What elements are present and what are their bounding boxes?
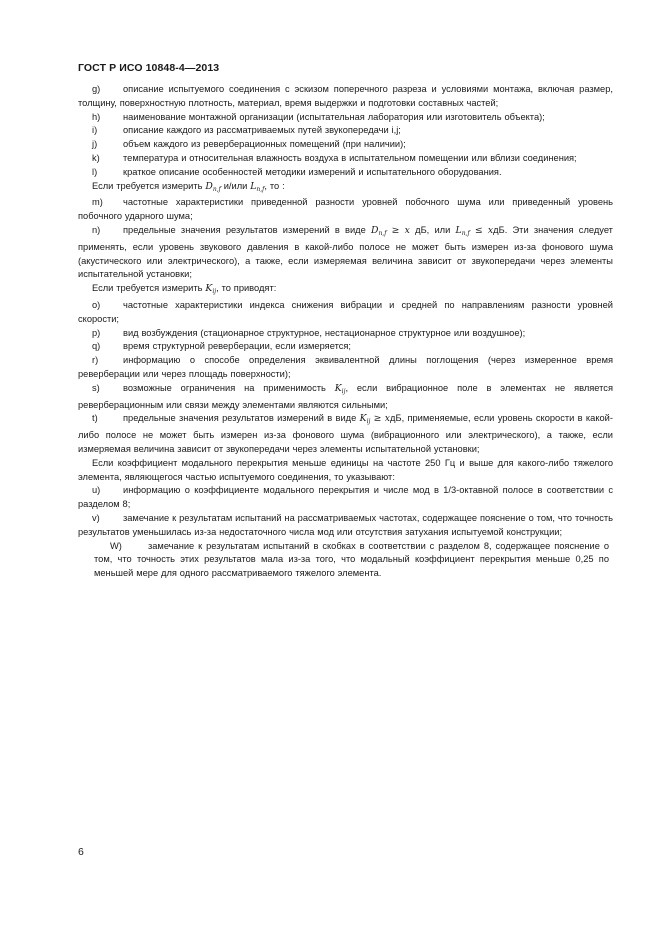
item-text: частотные характеристики приведенной разности уровней побочного шума или приведенный уровень побочного ударного шума;	[78, 197, 613, 222]
symbol-K-ij: $K_{ij}$	[205, 283, 217, 296]
item-label: t)	[92, 413, 98, 424]
list-item-m	[78, 196, 613, 224]
item-text: информацию о способе определения эквивалентной длины поглощения (через измеренное время реверберации или через площадь поверхности);	[78, 355, 613, 379]
symbol-L-nf: $L_{n,f}$	[250, 180, 265, 193]
item-text: частотные характеристики индекса снижения вибрации и средней по направлениям разности уровней скорости;	[78, 299, 613, 324]
intro-text: Если требуется измерить	[92, 180, 203, 191]
intro-text: Если требуется измерить	[92, 283, 203, 294]
item-text: описание испытуемого соединения с эскизом поперечного разреза и условиями монтажа, включая размер, толщину, поверхностную плотность, материал, время выдержки и подготовки составных частей;	[78, 84, 613, 108]
symbol-D-nf: $D_{n,f}$	[205, 180, 221, 193]
list-item-v	[78, 512, 613, 540]
variable-x: x	[487, 224, 494, 236]
item-text: дБ. Эти значения следует применять, если уровень звукового давления в какой-либо полосе не может быть измерен из-за фонового шума (акустического или электрического), а также, если измеряемая величина зависит от звукопередачи через элементы испытательной установки;	[78, 224, 613, 280]
item-text: время структурной реверберации, если измеряется;	[123, 341, 351, 352]
symbol-K-ij: $K_{ij}$	[359, 413, 371, 426]
list-item-o	[78, 299, 613, 327]
item-label: W)	[110, 540, 122, 551]
item-label: l)	[92, 166, 98, 177]
item-text: , если вибрационное поле в элементах не является реверберационным или связи между элементами являются сильными;	[78, 382, 613, 410]
page-header: ГОСТ Р ИСО 10848-4—2013	[78, 62, 220, 74]
item-label: r)	[92, 355, 99, 366]
item-label: h)	[92, 111, 101, 122]
item-text: замечание к результатам испытаний на рассматриваемых частотах, содержащее пояснение о том, что точность результатов уменьшилась из-за недостаточного числа мод или отсутствия затухания испытуемой конструкции;	[78, 512, 613, 537]
item-text: наименование монтажной организации (испытательная лаборатория или изготовитель объекта);	[123, 111, 545, 122]
list-item-t	[78, 412, 613, 456]
item-text: вид возбуждения (стационарное структурное, нестационарное структурное или воздушное);	[123, 327, 526, 338]
list-item-w	[94, 540, 609, 581]
intro-text: , то :	[264, 180, 285, 191]
list-item-i	[78, 124, 613, 138]
item-text: предельные значения результатов измерений в виде	[123, 413, 357, 424]
list-item-h	[78, 111, 613, 125]
item-text: описание каждого из рассматриваемых путей звукопередачи i,j;	[123, 125, 401, 136]
item-label: j)	[92, 139, 98, 150]
intro-text: и/или	[223, 180, 248, 191]
list-item-j	[78, 138, 613, 152]
item-label: i)	[92, 125, 98, 136]
geq-symbol: ≥	[391, 224, 400, 236]
item-label: u)	[92, 485, 101, 496]
item-label: s)	[92, 382, 100, 393]
variable-x: x	[384, 413, 391, 425]
geq-symbol: ≥	[373, 413, 382, 425]
intro-paragraph-mn	[78, 180, 613, 197]
item-label: g)	[92, 84, 101, 94]
leq-symbol: ≤	[474, 224, 483, 236]
document-body	[78, 83, 613, 581]
list-item-r	[78, 354, 613, 382]
item-text: температура и относительная влажность воздуха в испытательном помещении или вблизи соединения;	[123, 152, 577, 163]
list-item-n	[78, 224, 613, 282]
list-item-p	[78, 327, 613, 341]
list-item-u	[78, 484, 613, 512]
item-text: дБ, применяемые, если уровень скорости в какой-либо полосе не может быть измерен из-за фонового шума (вибрационного или электрического), а также, если измеряемая величина зависит от звукопередачи через элементы испытательной установки;	[78, 413, 613, 454]
variable-x: x	[404, 224, 410, 236]
intro-paragraph-o	[78, 282, 613, 299]
item-label: p)	[92, 327, 101, 338]
list-item-q	[78, 340, 613, 354]
item-label: o)	[92, 299, 101, 310]
item-label: v)	[92, 512, 100, 523]
list-item-l	[78, 166, 613, 180]
list-item-w-text	[94, 540, 609, 581]
page-number: 6	[78, 846, 84, 858]
item-text: информацию о коэффициенте модального перекрытия и числе мод в 1/3-октавной полосе в соответствии с разделом 8;	[78, 485, 613, 510]
item-label: q)	[92, 341, 101, 352]
item-label: n)	[92, 224, 101, 235]
list-item-k	[78, 152, 613, 166]
item-text: объем каждого из реверберационных помещений (при наличии);	[123, 139, 406, 150]
intro-text: , то приводят:	[216, 283, 277, 294]
item-text: замечание к результатам испытаний в скобках в соответствии с разделом 8, содержащее пояснение о том, что точность этих результатов мала из-за того, что модальный коэффициент перекрытия меньше 0,25 по меньшей мере для одного рассматриваемого тяжелого элемента.	[94, 540, 609, 579]
item-text: дБ, или	[415, 224, 451, 235]
item-label: k)	[92, 152, 100, 163]
list-item-s	[78, 382, 613, 413]
item-text: возможные ограничения на применимость	[123, 382, 326, 393]
list-item-g	[78, 83, 613, 111]
intro-paragraph-u: Если коэффициент модального перекрытия меньше единицы на частоте 250 Гц и выше для какого-либо тяжелого элемента, являющегося частью испытуемого соединения, то указывают:	[78, 457, 613, 482]
symbol-D-nf: $D_{n,f}$	[370, 224, 387, 237]
item-text: предельные значения результатов измерений в виде	[123, 224, 366, 235]
symbol-K-ij: $K_{ij}$	[334, 382, 346, 395]
item-text: краткое описание особенностей методики измерений и испытательного оборудования.	[123, 166, 502, 177]
item-label: m)	[92, 197, 103, 208]
symbol-L-nf: $L_{n,f}$	[455, 224, 470, 237]
